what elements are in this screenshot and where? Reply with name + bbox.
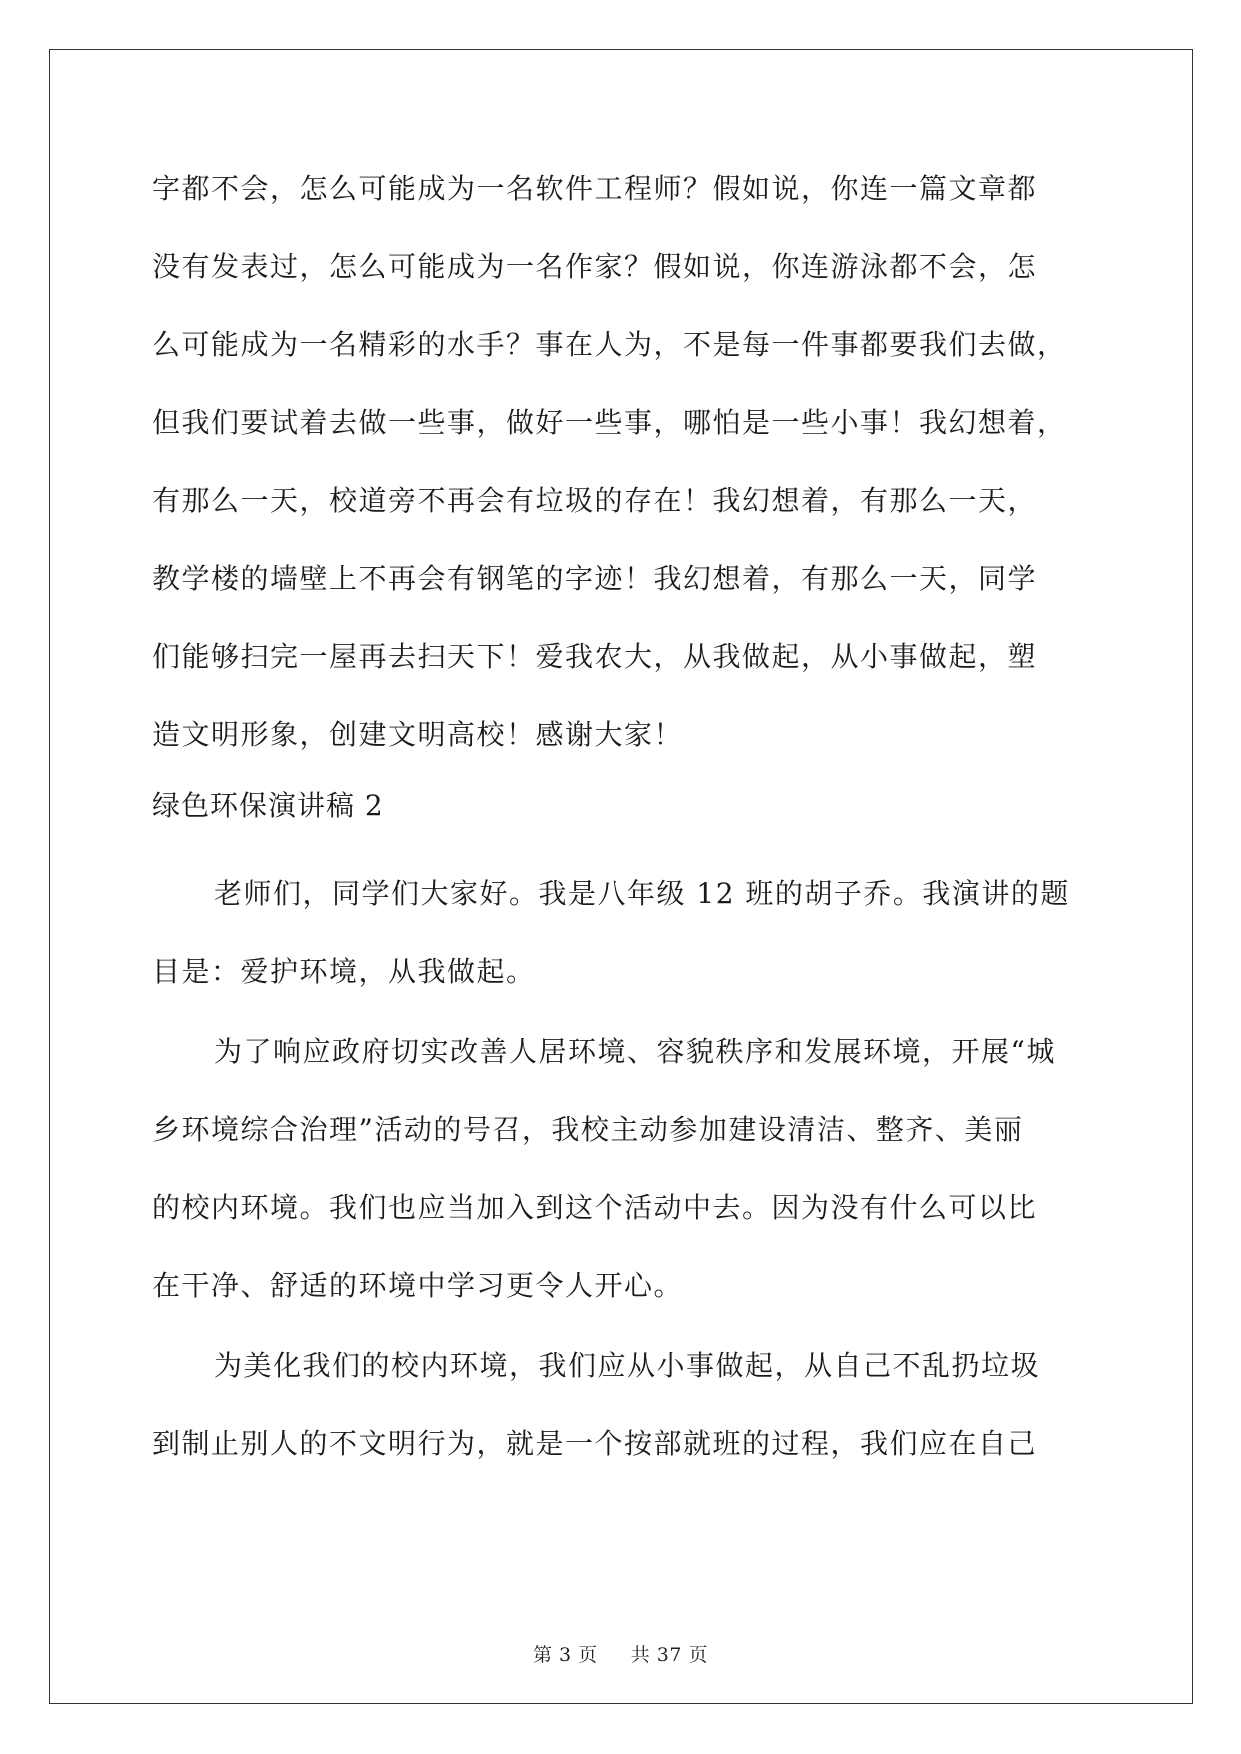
text-line: 的校内环境。我们也应当加入到这个活动中去。因为没有什么可以比 <box>152 1191 1038 1224</box>
text-line: 为了响应政府切实改善人居环境、容貌秩序和发展环境，开展“城 <box>214 1035 1056 1068</box>
text-line: 为美化我们的校内环境，我们应从小事做起，从自己不乱扔垃圾 <box>214 1349 1041 1382</box>
text-line: 老师们，同学们大家好。我是八年级 12 班的胡子乔。我演讲的题 <box>214 877 1070 910</box>
section-heading-block <box>152 773 1092 839</box>
page-total: 共 37 页 <box>630 1644 709 1666</box>
paragraph-1 <box>152 855 1092 1011</box>
text-line: 目是：爱护环境，从我做起。 <box>152 955 536 988</box>
continued-paragraph <box>152 150 1092 774</box>
text-line: 们能够扫完一屋再去扫天下！爱我农大，从我做起，从小事做起，塑 <box>152 640 1038 673</box>
paragraph-3 <box>152 1327 1092 1483</box>
text-line: 教学楼的墙壁上不再会有钢笔的字迹！我幻想着，有那么一天，同学 <box>152 562 1038 595</box>
text-line: 字都不会，怎么可能成为一名软件工程师？假如说，你连一篇文章都 <box>152 172 1038 205</box>
page-footer <box>0 1640 1241 1667</box>
text-line: 造文明形象，创建文明高校！感谢大家！ <box>152 718 684 751</box>
text-line: 乡环境综合治理”活动的号召，我校主动参加建设清洁、整齐、美丽 <box>152 1113 1024 1146</box>
page-number: 第 3 页 <box>532 1644 598 1666</box>
text-line: 没有发表过，怎么可能成为一名作家？假如说，你连游泳都不会，怎 <box>152 250 1038 283</box>
text-line: 但我们要试着去做一些事，做好一些事，哪怕是一些小事！我幻想着， <box>152 406 1067 439</box>
text-line: 到制止别人的不文明行为，就是一个按部就班的过程，我们应在自己 <box>152 1427 1038 1460</box>
paragraph-2 <box>152 1013 1092 1325</box>
section-heading: 绿色环保演讲稿 2 <box>152 789 384 822</box>
text-line: 么可能成为一名精彩的水手？事在人为，不是每一件事都要我们去做， <box>152 328 1067 361</box>
text-line: 有那么一天，校道旁不再会有垃圾的存在！我幻想着，有那么一天， <box>152 484 1038 517</box>
text-line: 在干净、舒适的环境中学习更令人开心。 <box>152 1269 684 1302</box>
